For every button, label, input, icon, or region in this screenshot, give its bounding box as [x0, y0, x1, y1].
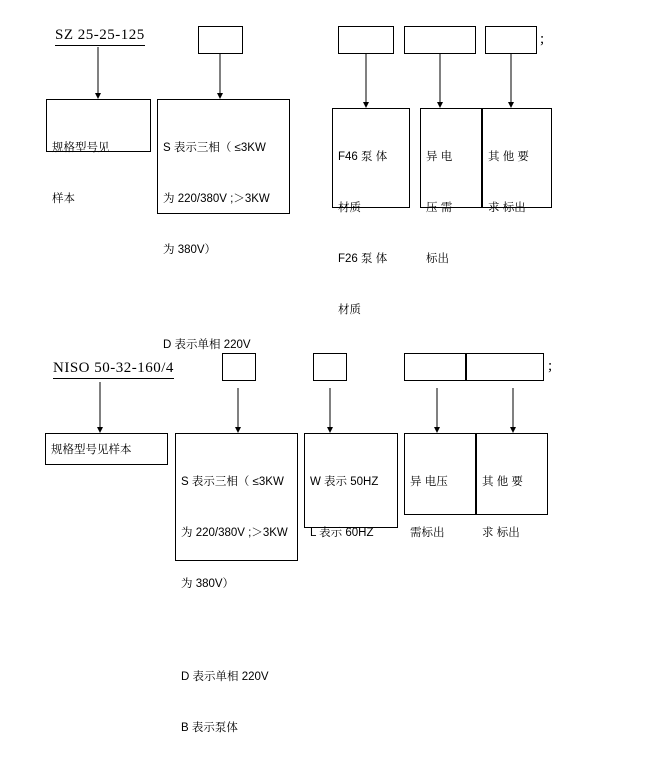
box-niso-voltage-line-0: 异 电压: [410, 476, 448, 488]
box-niso-freq-line-0: W 表示 50HZ: [310, 476, 379, 488]
box-niso-other: [476, 433, 548, 539]
top-box-niso-2: [313, 353, 347, 381]
box-niso-voltage: [404, 433, 476, 539]
box-sz-phase-line-2: 为 380V）: [163, 244, 217, 256]
box-niso-freq: [304, 433, 398, 539]
model-code-sz: SZ 25-25-125: [55, 27, 145, 46]
semicolon-sz: ;: [540, 31, 545, 47]
box-niso-spec-line-0: 规格型号见样本: [51, 443, 132, 456]
box-sz-material-line-1: 材质: [338, 202, 361, 214]
box-sz-other: [482, 108, 552, 214]
top-box-niso-4: [466, 353, 544, 381]
box-niso-other-line-1: 求 标出: [482, 527, 520, 539]
box-niso-phase-spacer: [181, 627, 292, 635]
top-box-sz-4: [485, 26, 537, 54]
box-sz-voltage-line-0: 异 电: [426, 151, 453, 163]
model-code-niso: NISO 50-32-160/4: [53, 360, 174, 379]
box-niso-phase-line-4: D 表示单相 220V: [181, 671, 269, 683]
top-box-sz-2: [338, 26, 394, 54]
box-sz-phase: [157, 99, 290, 351]
top-box-sz-1: [198, 26, 243, 54]
box-sz-phase-spacer: [163, 293, 284, 303]
box-niso-phase-line-1: 为 220/380V ;＞3KW: [181, 527, 288, 539]
box-niso-spec: [45, 433, 168, 465]
box-sz-voltage-line-1: 压 需: [426, 202, 453, 214]
box-sz-material-line-3: 材质: [338, 304, 361, 316]
box-sz-phase-line-1: 为 220/380V ;＞3KW: [163, 193, 270, 205]
box-niso-other-line-0: 其 他 要: [482, 476, 523, 488]
box-sz-phase-line-4: D 表示单相 220V: [163, 339, 251, 351]
box-sz-material-line-0: F46 泵 体: [338, 151, 388, 163]
box-sz-material-line-2: F26 泵 体: [338, 253, 388, 265]
box-niso-voltage-line-1: 需标出: [410, 527, 445, 539]
box-sz-phase-line-0: S 表示三相（ ≤3KW: [163, 142, 266, 154]
box-niso-phase: [175, 433, 298, 734]
top-box-sz-3: [404, 26, 476, 54]
box-sz-spec-line-1: 样本: [52, 193, 75, 205]
box-niso-phase-line-5: B 表示泵体: [181, 722, 238, 734]
top-box-niso-3: [404, 353, 466, 381]
box-sz-other-line-0: 其 他 要: [488, 151, 529, 163]
semicolon-niso: ;: [548, 358, 553, 374]
box-sz-other-line-1: 求 标出: [488, 202, 526, 214]
box-sz-voltage: [420, 108, 482, 265]
box-sz-spec-line-0: 规格型号见: [52, 142, 110, 154]
box-sz-voltage-line-2: 标出: [426, 253, 449, 265]
box-niso-freq-line-1: L 表示 60HZ: [310, 527, 374, 539]
box-sz-spec: [46, 99, 151, 205]
box-niso-phase-line-0: S 表示三相（ ≤3KW: [181, 476, 284, 488]
top-box-niso-1: [222, 353, 256, 381]
box-niso-phase-line-2: 为 380V）: [181, 578, 235, 590]
box-sz-material: [332, 108, 410, 316]
